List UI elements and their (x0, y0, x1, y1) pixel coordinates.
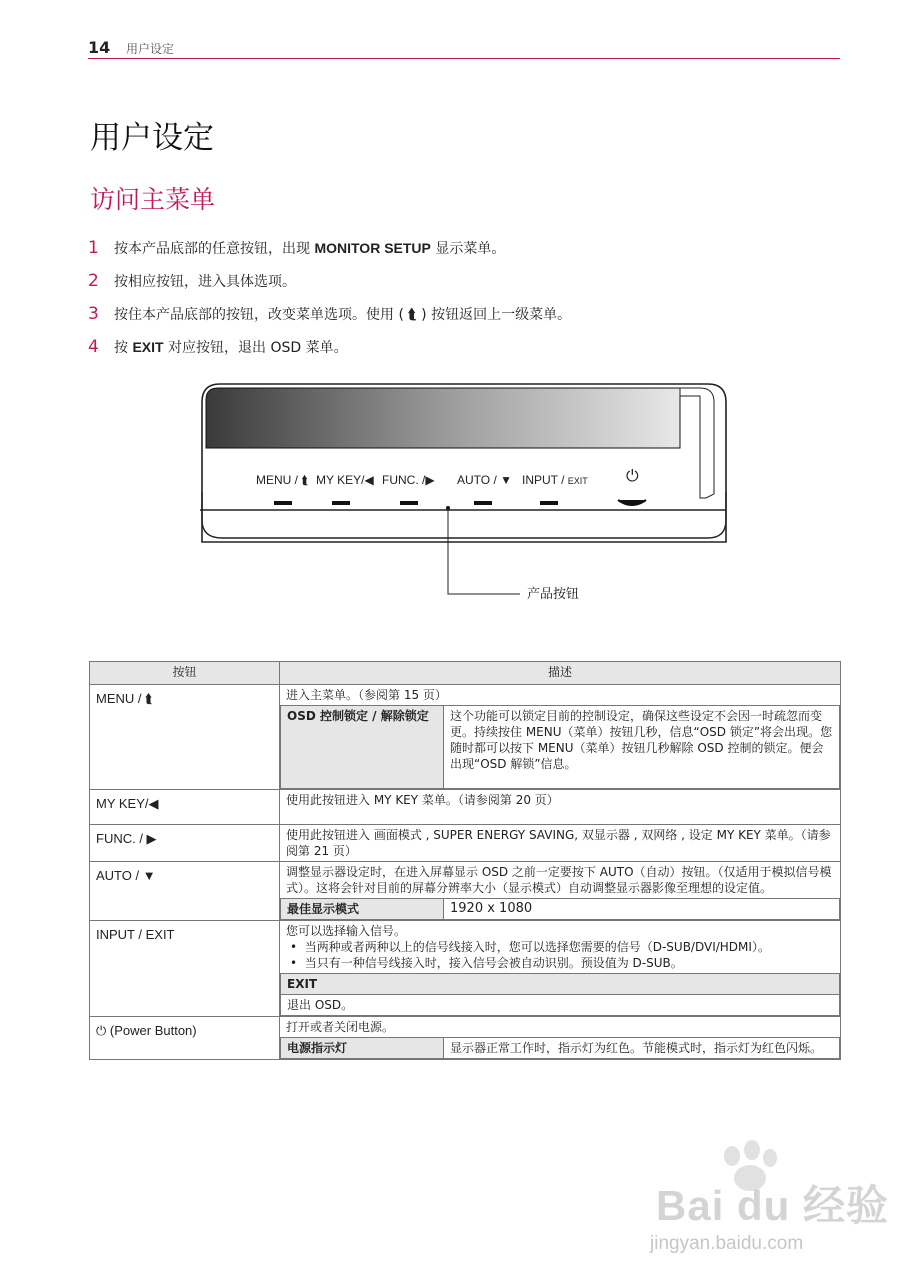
section-title: 访问主菜单 (90, 185, 216, 214)
callout-label: 产品按钮 (527, 587, 580, 602)
power-icon: ⏻ (96, 1023, 107, 1038)
sub-table (280, 1037, 840, 1059)
button-nub (400, 501, 418, 505)
button-nub (332, 501, 350, 505)
button-name: MENU / ⮬ (90, 685, 280, 790)
description-text: 进入主菜单。（参阅第 15 页） (286, 688, 447, 702)
table-row-func (90, 825, 841, 862)
monitor-bezel-drawing (200, 382, 730, 612)
table-row-mykey (90, 790, 841, 825)
button-name: INPUT / EXIT (90, 921, 280, 1017)
button-description (280, 1017, 841, 1060)
table-header-row (90, 662, 841, 685)
step-bold: EXIT (132, 339, 164, 355)
monitor-illustration (200, 382, 730, 612)
page-header (88, 38, 840, 59)
step-text: ) 按钮返回上一级菜单。 (416, 307, 572, 323)
header-section: 用户设定 (126, 42, 175, 56)
step-number: 1 (88, 238, 99, 258)
bullet-item: • 当两种或者两种以上的信号线接入时，您可以选择您需要的信号（D-SUB/DVI/HDMI）。 (290, 940, 770, 954)
steps-list (88, 238, 848, 370)
back-arrow-icon: ⮬ (408, 307, 417, 323)
column-header: 描述 (280, 662, 841, 685)
step-number: 4 (88, 337, 99, 357)
button-nub (274, 501, 292, 505)
table-row-auto (90, 862, 841, 921)
button-table (89, 661, 841, 1060)
step-text: 按 (114, 340, 133, 356)
description-text (280, 921, 840, 973)
step-4 (88, 337, 848, 370)
step-number: 3 (88, 304, 99, 324)
description-text: 打开或者关闭电源。 (286, 1020, 395, 1034)
sub-value: 1920 x 1080 (444, 899, 840, 920)
step-1 (88, 238, 848, 271)
sub-table (280, 705, 840, 789)
sub-text: 这个功能可以锁定目前的控制设定，确保这些设定不会因一时疏忽而变更。持续按住 MENU（菜单）按钮几秒，信息“OSD 锁定”将会出现。您随时都可以按下 MENU（菜单）按钮几秒解除 OSD 控制的锁定。便会出现“OSD 解锁”信息。 (444, 706, 840, 789)
page-title: 用户设定 (90, 120, 214, 156)
button-name: MY KEY/◀ (90, 790, 280, 825)
step-bold: MONITOR SETUP (314, 240, 431, 256)
sub-table (280, 973, 840, 1016)
table-row-power (90, 1017, 841, 1060)
step-text: 按相应按钮，进入具体选项。 (114, 274, 296, 290)
button-name: AUTO / ▼ (90, 862, 280, 921)
step-text: 对应按钮，退出 OSD 菜单。 (163, 340, 348, 356)
menu-button-label: MENU / ⮬ (256, 473, 309, 487)
exit-small-label: EXIT (567, 476, 588, 486)
power-button-label: (Power Button) (106, 1023, 197, 1038)
sub-text: 显示器正常工作时，指示灯为红色。节能模式时，指示灯为红色闪烁。 (444, 1038, 840, 1059)
button-description (280, 685, 841, 790)
input-button-label: INPUT / EXIT (522, 473, 588, 487)
sub-text: 退出 OSD。 (281, 995, 840, 1016)
bullet-item: • 当只有一种信号线接入时，接入信号会被自动识别。预设值为 D-SUB。 (290, 956, 683, 970)
button-description: 使用此按钮进入 画面模式 , SUPER ENERGY SAVING, 双显示器 , 双网络 , 设定 MY KEY 菜单。（请参阅第 21 页） (280, 825, 841, 862)
button-nub (540, 501, 558, 505)
button-description: 使用此按钮进入 MY KEY 菜单。（请参阅第 20 页） (280, 790, 841, 825)
description-text: 调整显示器设定时，在进入屏幕显示 OSD 之前一定要按下 AUTO（自动）按钮。（仅适用于模拟信号模式）。这将会针对目前的屏幕分辨率大小（显示模式）自动调整显示器影像至理想的设定值。 (286, 865, 832, 895)
sub-label: 电源指示灯 (281, 1038, 444, 1059)
column-header: 按钮 (90, 662, 280, 685)
func-button-label: FUNC. /▶ (382, 473, 435, 487)
auto-button-label: AUTO / ▼ (457, 473, 512, 487)
button-description (280, 921, 841, 1017)
sub-label: 最佳显示模式 (281, 899, 444, 920)
sub-label: EXIT (281, 974, 840, 995)
step-3 (88, 304, 848, 337)
watermark-brand: Bai du 经验 (656, 1182, 890, 1229)
button-description (280, 862, 841, 921)
page-number: 14 (88, 38, 111, 57)
sub-table (280, 898, 840, 920)
table-row-menu (90, 685, 841, 790)
sub-label: OSD 控制锁定 / 解除锁定 (281, 706, 444, 789)
step-number: 2 (88, 271, 99, 291)
button-nub (474, 501, 492, 505)
description-line: 您可以选择输入信号。 (286, 924, 407, 938)
table-row-input (90, 921, 841, 1017)
step-text: 显示菜单。 (430, 241, 506, 257)
step-text: 按本产品底部的任意按钮，出现 (114, 241, 315, 257)
step-text: 按住本产品底部的按钮，改变菜单选项。使用 ( (114, 307, 409, 323)
mykey-button-label: MY KEY/◀ (316, 473, 374, 487)
step-2 (88, 271, 848, 304)
button-name (90, 1017, 280, 1060)
watermark-url: jingyan.baidu.com (650, 1233, 804, 1254)
power-icon: ⏻ (626, 468, 639, 485)
button-name: FUNC. / ▶ (90, 825, 280, 862)
